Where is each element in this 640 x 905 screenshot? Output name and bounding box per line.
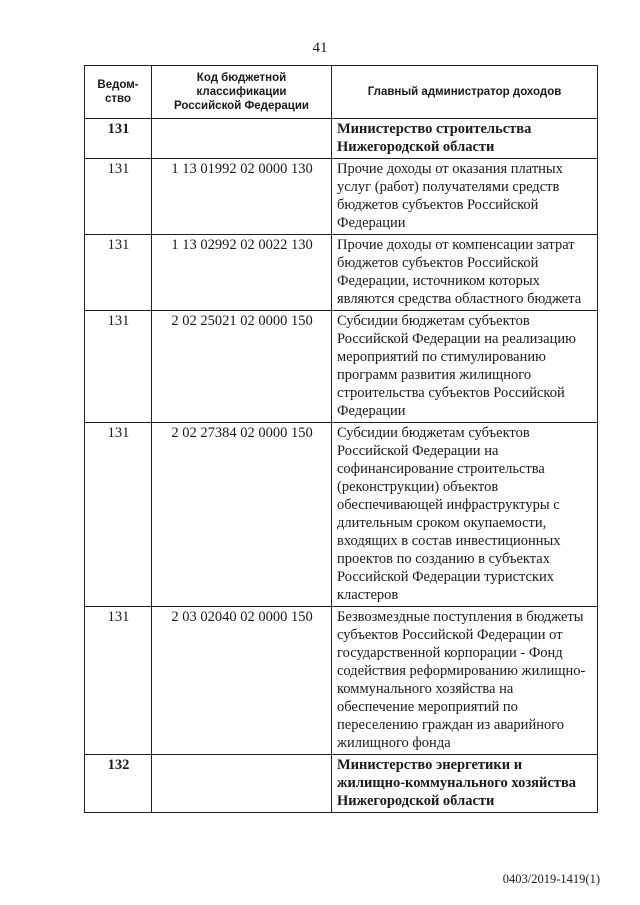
budget-code-cell: 2 02 25021 02 0000 150 <box>152 311 332 423</box>
document-number: 0403/2019-1419(1) <box>502 872 600 886</box>
administrator-cell: Субсидии бюджетам субъектов Российской Федерации на реализацию мероприятий по стимулированию программ развития жилищного строительства субъектов Российской Федерации <box>332 311 598 423</box>
page-number: 41 <box>312 40 328 56</box>
budget-code-cell: 2 03 02040 02 0000 150 <box>152 607 332 755</box>
administrator-cell: Безвозмездные поступления в бюджеты субъектов Российской Федерации от государственной корпорации - Фонд содействия реформированию жилищно- коммунального хозяйства на обеспечение мероприятий по переселению граждан из аварийного жилищного фонда <box>332 607 598 755</box>
administrator-cell: Министерство энергетики и жилищно-коммунального хозяйства Нижегородской области <box>332 755 598 813</box>
department-cell: 131 <box>85 119 152 159</box>
budget-code-cell: 2 02 27384 02 0000 150 <box>152 423 332 607</box>
table-header-row <box>85 66 598 119</box>
table-row <box>85 607 598 755</box>
table-row <box>85 423 598 607</box>
department-cell: 131 <box>85 235 152 311</box>
administrator-cell: Прочие доходы от компенсации затрат бюджетов субъектов Российской Федерации, источником которых являются средства областного бюджета <box>332 235 598 311</box>
department-cell: 131 <box>85 311 152 423</box>
administrator-cell: Субсидии бюджетам субъектов Российской Федерации на софинансирование строительства (реконструкции) объектов обеспечивающей инфраструктуры с длительным сроком окупаемости, входящих в состав инвестиционных проектов по созданию в субъектах Российской Федерации туристских кластеров <box>332 423 598 607</box>
budget-code-cell <box>152 119 332 159</box>
table-body <box>85 119 598 813</box>
table-row <box>85 755 598 813</box>
header-budget-code: Код бюджетной классификации Российской Федерации <box>152 66 332 119</box>
table-row <box>85 119 598 159</box>
table-row <box>85 235 598 311</box>
budget-code-cell <box>152 755 332 813</box>
table-row <box>85 159 598 235</box>
department-cell: 132 <box>85 755 152 813</box>
budget-code-cell: 1 13 01992 02 0000 130 <box>152 159 332 235</box>
administrator-cell: Министерство строительства Нижегородской области <box>332 119 598 159</box>
administrator-cell: Прочие доходы от оказания платных услуг (работ) получателями средств бюджетов субъектов Российской Федерации <box>332 159 598 235</box>
header-department: Ведом- ство <box>85 66 152 119</box>
revenue-administrators-table <box>84 65 598 813</box>
budget-code-cell: 1 13 02992 02 0022 130 <box>152 235 332 311</box>
table-row <box>85 311 598 423</box>
department-cell: 131 <box>85 423 152 607</box>
header-chief-administrator: Главный администратор доходов <box>332 66 598 119</box>
department-cell: 131 <box>85 607 152 755</box>
department-cell: 131 <box>85 159 152 235</box>
